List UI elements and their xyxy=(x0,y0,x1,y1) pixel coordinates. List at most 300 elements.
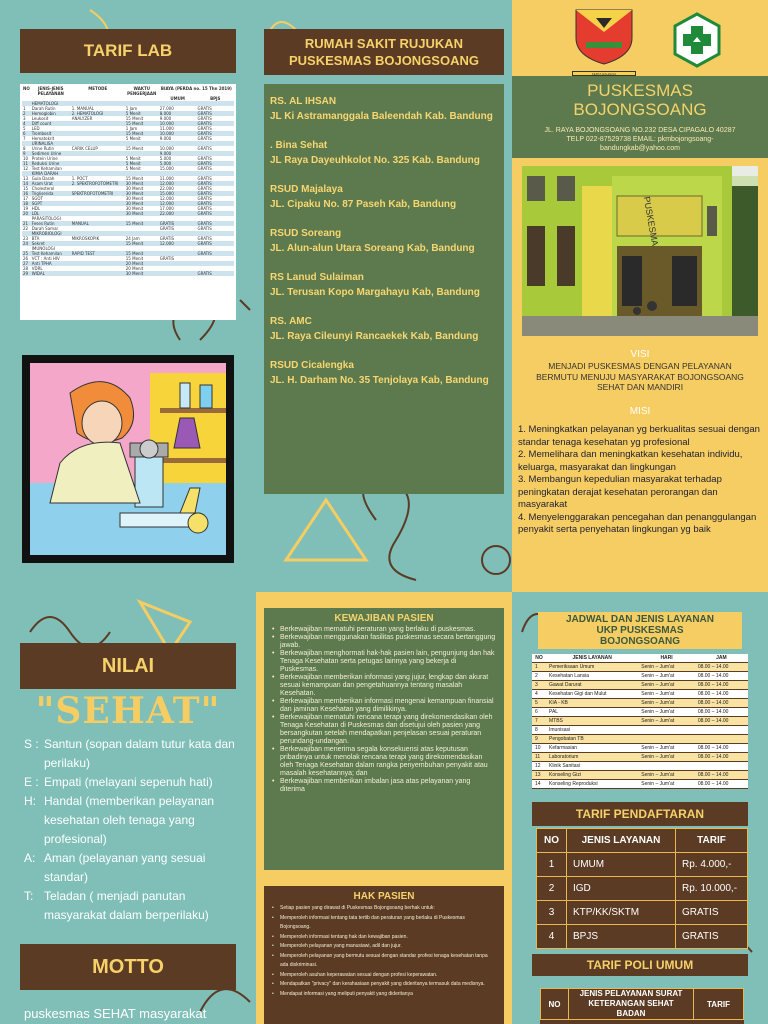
nilai-text: Aman (pelayanan yang sesuai standar) xyxy=(44,851,206,884)
kewajiban-box xyxy=(264,608,504,870)
table-cell: HDL xyxy=(31,206,41,211)
table-cell: Darah Rutin xyxy=(31,106,56,111)
table-cell: 08.00 – 14.00 xyxy=(695,708,748,717)
table-cell: 12.000 xyxy=(159,196,174,201)
table-cell: 27.000 xyxy=(159,106,174,111)
table-cell: Trombosit xyxy=(31,131,71,136)
table-cell: PAL xyxy=(546,708,638,717)
table-cell: 3 xyxy=(537,901,567,925)
table-cell: 8 xyxy=(23,146,26,151)
table-cell: Rp. 4.000,- xyxy=(676,853,748,877)
table-cell: Feses Rutin xyxy=(31,221,71,226)
misi-title: MISI xyxy=(629,405,651,417)
jadwal-col-jam: JAM xyxy=(695,654,748,663)
misi-item: 2. Memelihara dan meningkatkan kesehatan individu, keluarga, masyarakat dan lingkungan xyxy=(518,449,743,473)
table-cell: GRATIS xyxy=(197,201,234,206)
table-cell: 15 Menit xyxy=(125,176,144,181)
profile-panel xyxy=(512,0,768,592)
table-cell: 5 Menit xyxy=(125,161,159,166)
table-cell: 8 xyxy=(532,726,546,735)
table-cell: Diff count xyxy=(31,121,71,126)
table-cell: 21 xyxy=(22,221,31,226)
table-row xyxy=(537,925,748,949)
table-cell: 5 Menit xyxy=(125,136,141,141)
kewajiban-item: • Berkewajiban memberikan imbalan jasa atas pelayanan yang diterima xyxy=(272,778,496,794)
table-cell: KIMIA DARAH xyxy=(31,171,71,176)
hak-box xyxy=(264,886,504,1024)
motto-title: MOTTO xyxy=(20,944,236,990)
table-cell: 08.00 – 14.00 xyxy=(695,717,748,726)
table-cell: GRATIS xyxy=(197,166,212,171)
table-cell: GRATIS xyxy=(197,136,212,141)
table-cell: Senin – Jum'at xyxy=(638,672,695,681)
building-photo xyxy=(522,166,758,336)
table-cell: Pengobatan TB xyxy=(546,735,638,744)
table-cell: 10 xyxy=(23,156,29,161)
table-cell: GRATIS xyxy=(197,181,234,186)
kewajiban-item: • Berkewajiban mematuhi peraturan yang berlaku di puskesmas. xyxy=(272,626,496,634)
table-cell: MTBS xyxy=(546,717,638,726)
hak-item: • Memperoleh pelayanan yang bermutu sesuai dengan standar profesi tenaga kesehatan tanpa ada diskriminasi. xyxy=(272,952,496,971)
table-cell: HEMATOLOGI xyxy=(31,101,71,106)
puskesmas-subtitle: BOJONGSOANG xyxy=(573,100,707,119)
col-umum: UMUM xyxy=(170,96,185,101)
table-row xyxy=(537,901,748,925)
hak-item: • Mendapat informasi yang meliputi penyakit yang dideritanya xyxy=(272,990,496,1000)
table-cell xyxy=(638,735,695,744)
jadwal-col-layanan: JENIS LAYANAN xyxy=(546,654,638,663)
rs-address: JL. H. Darham No. 35 Tenjolaya Kab, Bandung xyxy=(270,375,489,386)
misi-list xyxy=(518,424,762,537)
table-cell: Senin – Jum'at xyxy=(638,771,695,780)
table-cell: 28 xyxy=(23,266,29,271)
table-cell: 2 xyxy=(537,877,567,901)
table-cell: 30 Menit xyxy=(125,191,159,196)
table-cell: 10.000 xyxy=(159,131,197,136)
kewajiban-title: KEWAJIBAN PASIEN xyxy=(334,613,434,624)
table-cell: 2. SPEKTROFOTOMETRI xyxy=(71,181,125,186)
table-cell: 5 Menit xyxy=(125,166,141,171)
table-cell: 12.000 xyxy=(159,241,197,246)
table-cell: 17 xyxy=(23,196,29,201)
hak-item: • Memperoleh asuhan keperawatan sesuai dengan profesi keperawatan. xyxy=(272,971,496,981)
rs-address: JL. Cipaku No. 87 Paseh Kab, Bandung xyxy=(270,199,457,210)
table-cell: 15 Menit xyxy=(125,251,159,256)
table-cell: 08.00 – 14.00 xyxy=(695,672,748,681)
table-cell: 29 xyxy=(22,271,31,276)
visi-title: VISI xyxy=(630,349,650,360)
table-cell: 1 Jam xyxy=(125,106,138,111)
kewajiban-item: • Berkewajiban menerima segala konsekuensi atas keputusan pribadinya untuk menolak rencana terapi yang direkomendasikan oleh Tenaga Kesehatan dalam rangka penyembuhan penyakit atau masalah kesehatannya; dan xyxy=(272,746,496,778)
table-cell: 4 xyxy=(537,925,567,949)
tarif-pendaftaran-table xyxy=(536,828,748,949)
puskesmas-address: JL. RAYA BOJONGSOANG NO.232 DESA CIPAGALO 40287 xyxy=(544,127,736,134)
tarif-poli-table xyxy=(540,988,744,1024)
table-cell: 1 Jam xyxy=(125,126,138,131)
table-cell: GRATIS xyxy=(159,236,175,241)
table-cell: GRATIS xyxy=(197,161,234,166)
table-cell: KIA - KB xyxy=(546,699,638,708)
table-cell: Test Kehamilan xyxy=(31,166,62,171)
table-cell: 1 xyxy=(23,106,26,111)
table-cell: BPJS xyxy=(567,925,676,949)
table-cell xyxy=(159,271,197,276)
table-cell: 15.000 xyxy=(159,191,197,196)
table-cell: 08.00 – 14.00 xyxy=(695,771,748,780)
table-cell: GRATIS xyxy=(676,901,748,925)
table-cell: CARIK CELUP xyxy=(71,146,98,151)
tarif-lab-panel xyxy=(0,0,256,592)
sehat-word: "SEHAT" xyxy=(35,690,221,732)
table-cell: 11 xyxy=(532,753,546,762)
table-cell: 15 Menit xyxy=(125,116,144,121)
col-metode: METODE xyxy=(88,86,108,91)
table-cell: GRATIS xyxy=(197,186,212,191)
table-cell: Senin – Jum'at xyxy=(638,780,695,789)
col-biaya: BIAYA (PERDA no. 15 Thn 2019) xyxy=(160,86,232,91)
jadwal-title-line1: JADWAL DAN JENIS LAYANAN xyxy=(566,614,714,625)
table-cell: 12 xyxy=(23,166,29,171)
poli-col-layanan: JENIS PELAYANAN SURAT KETERANGAN SEHAT BADAN xyxy=(569,989,694,1020)
jadwal-title-line2: UKP PUSKESMAS xyxy=(596,625,684,636)
table-row xyxy=(22,136,234,141)
table-cell: 2. HEMATOLOGI xyxy=(71,111,125,116)
table-cell: 5 Menit xyxy=(125,156,141,161)
table-cell: GRATIS xyxy=(197,156,212,161)
table-cell: 1. POCT xyxy=(71,176,88,181)
table-cell xyxy=(695,726,748,735)
table-cell xyxy=(638,762,695,771)
table-cell: 08.00 – 14.00 xyxy=(695,690,748,699)
table-cell xyxy=(71,271,125,276)
table-cell xyxy=(638,726,695,735)
nilai-text: Teladan ( menjadi panutan masyarakat dalam berperilaku) xyxy=(44,889,209,922)
table-cell: GRATIS xyxy=(197,176,212,181)
nilai-item xyxy=(24,792,244,849)
table-row xyxy=(532,780,748,789)
rujukan-title-line2: PUSKESMAS BOJONGSOANG xyxy=(289,53,479,68)
kewajiban-item: • Berkewajiban menggunakan fasilitas puskesmas secara bertanggung jawab. xyxy=(272,634,496,650)
table-cell: 10.000 xyxy=(159,146,174,151)
table-cell: 8.000 xyxy=(159,111,197,116)
table-cell: LDL xyxy=(31,211,71,216)
table-cell: 10.000 xyxy=(159,121,197,126)
table-row xyxy=(532,753,748,762)
table-row xyxy=(532,681,748,690)
table-cell: 11.000 xyxy=(159,176,174,181)
table-cell: Urine Rutin xyxy=(31,146,55,151)
table-cell: 18 xyxy=(22,201,31,206)
table-cell: 23 xyxy=(23,236,29,241)
table-cell: 10 xyxy=(532,744,546,753)
table-cell: 11 xyxy=(22,161,31,166)
table-row xyxy=(532,663,748,672)
table-cell: 15 Menit xyxy=(125,131,159,136)
table-row xyxy=(22,271,234,276)
table-row xyxy=(537,853,748,877)
table-cell: 14 xyxy=(532,780,546,789)
table-cell: 08.00 – 14.00 xyxy=(695,681,748,690)
nilai-item xyxy=(24,773,244,792)
table-row xyxy=(532,672,748,681)
table-cell: Senin – Jum'at xyxy=(638,699,695,708)
table-cell: Imunisasi xyxy=(546,726,638,735)
rs-address: JL. Raya Cileunyi Rancaekek Kab, Bandung xyxy=(270,331,479,342)
table-cell: GRATIS xyxy=(197,106,212,111)
table-cell: 1 xyxy=(532,663,546,672)
visi-text: MENJADI PUSKESMAS DENGAN PELAYANAN BERMUTU MENUJU MASYARAKAT BOJONGSOANG SEHAT DAN MANDIRI xyxy=(536,361,744,392)
table-cell: 9.000 xyxy=(159,136,172,141)
table-cell: 08.00 – 14.00 xyxy=(695,663,748,672)
table-cell: VCT : Anti HIV xyxy=(31,256,60,261)
rs-item xyxy=(270,270,498,300)
table-cell: MIKROBIOLOGI xyxy=(31,231,71,236)
table-cell: GRATIS xyxy=(159,256,175,261)
table-cell: GRATIS xyxy=(197,226,212,231)
rujukan-title xyxy=(264,29,504,75)
table-cell: 4 xyxy=(22,121,31,126)
rujukan-list xyxy=(264,84,504,494)
table-cell: Konseling Reproduksi xyxy=(546,780,638,789)
table-cell: 15.000 xyxy=(159,166,174,171)
table-cell: 12.000 xyxy=(159,201,197,206)
table-cell: Hemoglobin xyxy=(31,111,71,116)
table-cell: 6 xyxy=(22,131,31,136)
table-cell: Senin – Jum'at xyxy=(638,708,695,717)
tarif-pendaftaran-title: TARIF PENDAFTARAN xyxy=(532,802,748,826)
table-cell: 5 Menit xyxy=(125,111,159,116)
nilai-letter: H: xyxy=(24,794,36,808)
building-image xyxy=(522,166,758,336)
table-cell: IGD xyxy=(567,877,676,901)
table-cell: SGPT xyxy=(31,201,71,206)
hak-item: • Setiap pasien yang dirawat di Puskesmas Bojongsoang berhak untuk: xyxy=(272,904,496,914)
table-cell: GRATIS xyxy=(197,236,212,241)
table-cell: GRATIS xyxy=(197,121,234,126)
table-cell: 4 xyxy=(532,690,546,699)
table-cell: GRATIS xyxy=(159,226,175,231)
table-cell: Hematokrit xyxy=(31,136,55,141)
table-cell: GRATIS xyxy=(197,251,234,256)
rs-address: JL Raya Dayeuhkolot No. 325 Kab. Bandung xyxy=(270,155,480,166)
table-cell: 6 xyxy=(532,708,546,717)
rs-item xyxy=(270,314,498,344)
jadwal-title xyxy=(538,612,742,649)
table-row xyxy=(537,877,748,901)
table-cell: Rp. 10.000,- xyxy=(676,877,748,901)
table-cell: Protein Urine xyxy=(31,156,58,161)
table-cell: 11.000 xyxy=(159,126,174,131)
table-cell: Senin – Jum'at xyxy=(638,744,695,753)
nilai-letter: A: xyxy=(24,851,36,865)
motto-text: puskesmas SEHAT masyarakat xyxy=(24,1006,207,1021)
table-cell: LED xyxy=(31,126,40,131)
hak-item: • Mendapatkan "privacy" dan kerahasiaan penyakit yang dideritanya termasuk data medisnya. xyxy=(272,980,496,990)
table-row xyxy=(532,690,748,699)
table-cell: Asam Urat xyxy=(31,181,71,186)
table-cell: 08.00 – 14.00 xyxy=(695,744,748,753)
rs-address: JL. Alun-alun Utara Soreang Kab, Bandung xyxy=(270,243,475,254)
table-cell: BTA xyxy=(31,236,40,241)
lab-illustration xyxy=(22,355,234,563)
table-cell: 15 Menit xyxy=(125,241,159,246)
nilai-letter: S : xyxy=(24,737,39,751)
puskesmas-logo xyxy=(672,12,722,68)
puskesmas-header xyxy=(512,76,768,158)
table-cell: 22 xyxy=(23,226,29,231)
tp-col-tarif: TARIF xyxy=(676,829,748,853)
table-cell: Senin – Jum'at xyxy=(638,663,695,672)
table-row xyxy=(532,744,748,753)
table-cell: Konseling Gizi xyxy=(546,771,638,780)
table-cell: Reduksi Urine xyxy=(31,161,71,166)
table-cell: SPEKTROFOTOMETRI xyxy=(71,191,125,196)
table-cell: 20 Menit xyxy=(125,261,159,266)
tarif-lab-table xyxy=(20,84,236,320)
table-cell: 30 Menit xyxy=(125,196,144,201)
misi-item: 4. Menyelenggarakan pencegahan dan penanggulangan penyakit serta penyehatan lingkungan yg baik xyxy=(518,511,757,535)
rs-name: RS. AL IHSAN xyxy=(270,96,337,107)
kabupaten-bandung-emblem xyxy=(572,6,636,76)
table-cell: 9.000 xyxy=(159,151,197,156)
table-cell: Pemeriksaan Umum xyxy=(546,663,638,672)
kewajiban-list xyxy=(272,626,496,794)
kewajiban-item: • Berkewajiban mematuhi rencana terapi yang direkomendasikan oleh Tenaga Kesehatan di Puskesmas dan disetujui oleh pasien yang bersangkutan setelah mendapatkan penjelasan sesuai peraturan perundang-undangan. xyxy=(272,714,496,746)
table-cell: URINALISA xyxy=(31,141,71,146)
table-cell: GRATIS xyxy=(197,211,234,216)
misi-item: 1. Meningkatkan pelayanan yg berkualitas sesuai dengan standar tenaga kesehatan yg profesional xyxy=(518,424,760,448)
jadwal-col-hari: HARI xyxy=(638,654,695,663)
table-cell: 9 xyxy=(532,735,546,744)
table-cell: 30 Menit xyxy=(125,271,159,276)
poli-col-tarif: TARIF xyxy=(694,989,744,1020)
table-row xyxy=(532,726,748,735)
table-cell: Klinik Sanitasi xyxy=(546,762,638,771)
table-cell: 15 Menit xyxy=(125,256,144,261)
table-cell: ANALYZER xyxy=(71,116,93,121)
table-cell: KTP/KK/SKTM xyxy=(567,901,676,925)
table-cell: 20 Menit xyxy=(125,266,144,271)
misi-item: 3. Membangun kepedulian masyarakat terhadap peningkatan derajat kesehatan perorangan dan masyarakat xyxy=(518,474,722,510)
table-cell: 5 xyxy=(532,699,546,708)
table-cell: Test Kehamilan xyxy=(31,251,71,256)
table-cell: GRATIS xyxy=(197,196,212,201)
puskesmas-title: PUSKESMAS xyxy=(587,81,693,100)
table-cell: 08.00 – 14.00 xyxy=(695,753,748,762)
table-row xyxy=(532,699,748,708)
jadwal-col-no: NO xyxy=(532,654,546,663)
nilai-text: Santun (sopan dalam tutur kata dan perilaku) xyxy=(44,737,235,770)
table-row xyxy=(532,717,748,726)
table-cell: 30 Menit xyxy=(125,206,144,211)
rs-name: . Bina Sehat xyxy=(270,140,328,151)
table-cell: IMUNOLOGI xyxy=(31,246,55,251)
table-cell: Senin – Jum'at xyxy=(638,690,695,699)
table-cell: Senin – Jum'at xyxy=(638,717,695,726)
table-cell: 25 xyxy=(22,251,31,256)
table-cell: 5 xyxy=(23,126,26,131)
nilai-text: Handal (memberikan pelayanan kesehatan oleh tenaga yang profesional) xyxy=(44,794,215,846)
nilai-letter: E : xyxy=(24,775,39,789)
rs-name: RSUD Cicalengka xyxy=(270,360,354,371)
table-cell: 13 xyxy=(23,176,29,181)
table-cell: 22.000 xyxy=(159,186,174,191)
nilai-title: NILAI xyxy=(20,643,236,689)
table-cell: 13 xyxy=(532,771,546,780)
table-cell: UMUM xyxy=(567,853,676,877)
table-cell: 15 Menit xyxy=(125,121,159,126)
table-cell: 5.000 xyxy=(159,161,197,166)
rs-address: JL Ki Astramanggala Baleendah Kab. Bandung xyxy=(270,111,493,122)
rs-item xyxy=(270,182,498,212)
rs-name: RSUD Soreang xyxy=(270,228,342,239)
table-cell: MIKROSKOPIK xyxy=(71,236,100,241)
tp-col-layanan: JENIS LAYANAN xyxy=(567,829,676,853)
table-cell: GRATIS xyxy=(197,206,212,211)
nilai-text: Empati (melayani sepenuh hati) xyxy=(44,775,213,789)
nilai-list xyxy=(24,735,244,925)
poli-col-no: NO xyxy=(541,989,569,1020)
table-cell: Laboratorium xyxy=(546,753,638,762)
shield-emblem-icon xyxy=(572,6,636,66)
table-row xyxy=(532,708,748,717)
puskesmas-contact: TELP 022-87529738 EMAIL: pkmbojongsoang-bandungkab@yahoo.com xyxy=(566,136,714,152)
table-cell: 3 xyxy=(23,116,26,121)
table-cell: 19 xyxy=(23,206,29,211)
table-cell: GRATIS xyxy=(197,271,234,276)
table-row xyxy=(532,762,748,771)
nilai-item xyxy=(24,849,244,887)
table-cell: 7 xyxy=(23,136,26,141)
table-cell: 24 Jam xyxy=(125,236,140,241)
table-cell: Sedimen Urine xyxy=(31,151,71,156)
table-cell xyxy=(695,762,748,771)
table-cell: 9 xyxy=(22,151,31,156)
table-cell: 30 Menit xyxy=(125,181,159,186)
table-cell: 15 Menit xyxy=(125,221,159,226)
table-cell xyxy=(695,735,748,744)
rs-name: RS. AMC xyxy=(270,316,312,327)
nilai-item xyxy=(24,887,244,925)
table-cell: GRATIS xyxy=(197,191,234,196)
table-cell: 1 xyxy=(537,853,567,877)
table-cell: 16 xyxy=(22,191,31,196)
table-cell: 14 xyxy=(22,181,31,186)
kewajiban-item: • Berkewajiban memberikan informasi mengenai kemampuan finansial dan jaminan Kesehatan yang dimilikinya. xyxy=(272,698,496,714)
table-cell: GRATIS xyxy=(676,925,748,949)
table-cell: 12.000 xyxy=(159,181,197,186)
jadwal-table xyxy=(532,654,748,789)
table-cell: Kefarmasian xyxy=(546,744,638,753)
rs-address: JL. Terusan Kopo Margahayu Kab, Bandung xyxy=(270,287,480,298)
table-row xyxy=(532,771,748,780)
table-cell: 15 xyxy=(23,186,29,191)
table-cell: 15 Menit xyxy=(125,146,144,151)
table-cell: GRATIS xyxy=(197,146,212,151)
table-cell: 20 xyxy=(22,211,31,216)
hak-item: • Memperoleh informasi tentang tata tertib dan peraturan yang berlaku di Puskesmas Bojongsoang. xyxy=(272,914,496,933)
table-cell: MANUAL xyxy=(71,221,125,226)
table-cell: 5.000 xyxy=(159,156,172,161)
col-no: NO xyxy=(23,86,30,91)
table-cell: 17.000 xyxy=(159,206,174,211)
nilai-letter: T: xyxy=(24,889,34,903)
tarif-poli-title: TARIF POLI UMUM xyxy=(532,954,748,976)
rs-item xyxy=(270,226,498,256)
table-cell: Leukosit xyxy=(31,116,49,121)
table-cell: GRATIS xyxy=(197,116,212,121)
table-cell: GRATIS xyxy=(197,221,234,226)
